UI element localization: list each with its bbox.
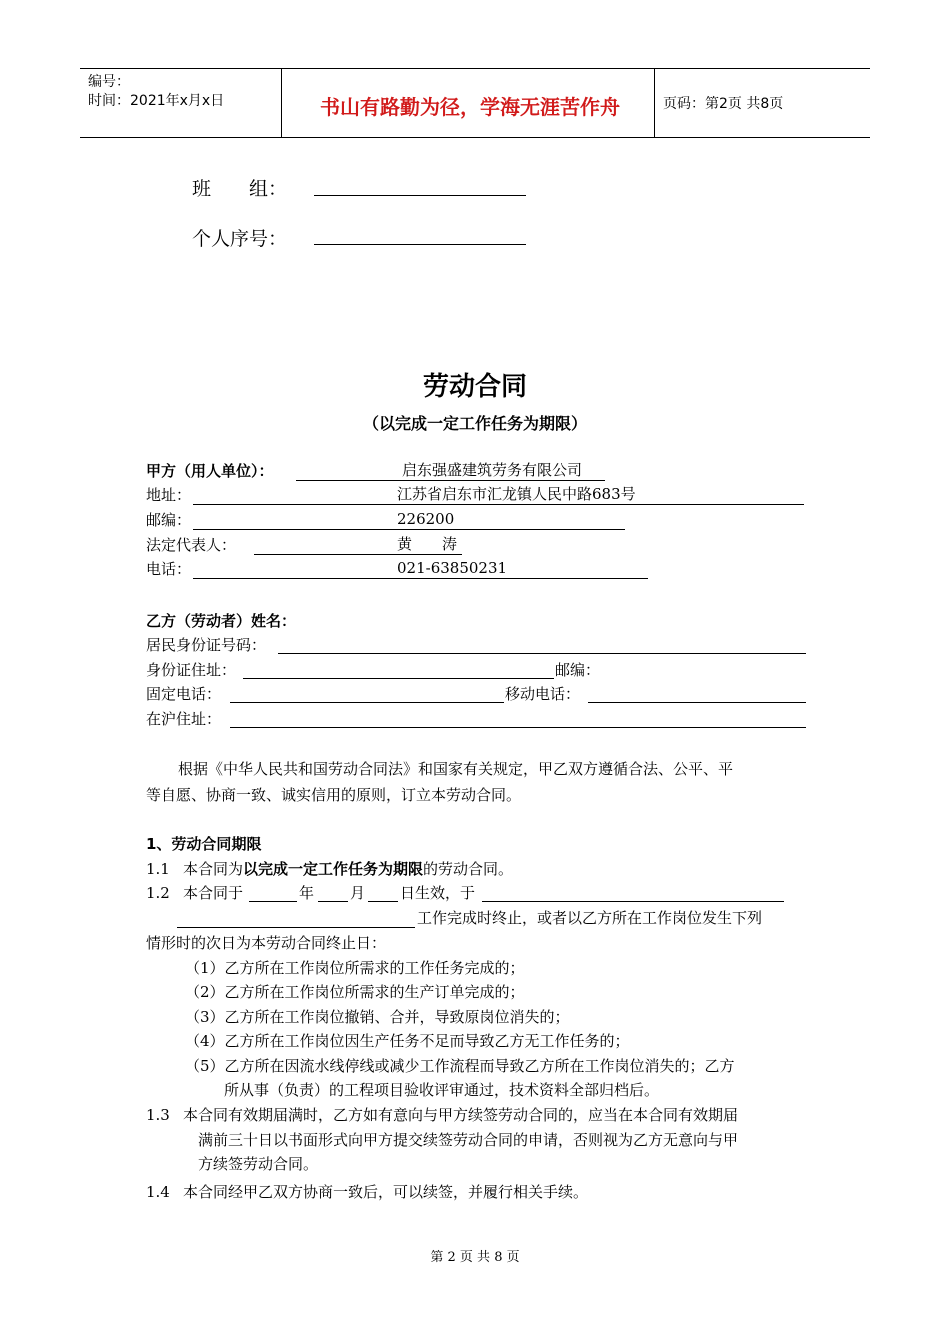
party-a-legal-rep: 黄 涛 [397, 535, 458, 553]
end-condition-blank[interactable] [482, 901, 784, 902]
party-a-phone: 021-63850231 [397, 559, 508, 577]
list-item: （3）乙方所在工作岗位撤销、合并，导致原岗位消失的； [185, 1008, 570, 1026]
clause-number: 1.2 [146, 884, 170, 902]
header-number: 编号： [88, 74, 130, 90]
sh-address-blank[interactable] [230, 727, 806, 728]
party-b-label: 乙方（劳动者）姓名： [146, 612, 297, 630]
intro-paragraph: 根据《中华人民共和国劳动合同法》和国家有关规定，甲乙双方遵循合法、公平、平 [178, 760, 734, 778]
header-time: 时间：2021年x月x日 [88, 93, 225, 109]
party-b-postcode-label: 邮编： [555, 661, 601, 679]
id-number-label: 居民身份证号码： [146, 636, 267, 654]
list-item-cont: 所从事（负责）的工程项目验收评审通过，技术资料全部归档后。 [224, 1081, 660, 1099]
postcode-label: 邮编： [146, 511, 192, 529]
intro-paragraph-cont: 等自愿、协商一致、诚实信用的原则，订立本劳动合同。 [146, 786, 522, 804]
year-blank[interactable] [249, 901, 297, 902]
end-condition-blank-cont[interactable] [177, 927, 415, 928]
clause-1-4: 本合同经甲乙双方协商一致后，可以续签，并履行相关手续。 [183, 1183, 589, 1201]
clause-1-2-start: 本合同于 [183, 884, 244, 902]
fixed-phone-blank[interactable] [230, 702, 504, 703]
party-a-label: 甲方（用人单位）： [146, 462, 274, 480]
year-label: 年 [299, 884, 315, 902]
clause-number: 1.1 [146, 860, 170, 878]
section-heading: 1、劳动合同期限 [146, 835, 262, 853]
personal-no-label: 个人序号： [192, 228, 288, 250]
month-label: 月 [350, 884, 366, 902]
party-a-name: 启东强盛建筑劳务有限公司 [402, 461, 583, 479]
header-motto: 书山有路勤为径，学海无涯苦作舟 [320, 95, 620, 119]
personal-no-blank[interactable] [314, 244, 526, 245]
team-blank[interactable] [314, 195, 526, 196]
sh-address-label: 在沪住址： [146, 710, 222, 728]
header-meta [88, 73, 224, 111]
document-title: 劳动合同 [422, 372, 527, 402]
clause-1-3: 本合同有效期届满时，乙方如有意向与甲方续签劳动合同的，应当在本合同有效期届 [183, 1106, 739, 1124]
fixed-phone-label: 固定电话： [146, 685, 222, 703]
address-label: 地址： [146, 486, 192, 504]
page-footer: 第 2 页 共 8 页 [430, 1250, 520, 1265]
mobile-label: 移动电话： [505, 685, 581, 703]
list-item: （4）乙方所在工作岗位因生产任务不足而导致乙方无工作任务的； [185, 1032, 630, 1050]
party-a-address: 江苏省启东市汇龙镇人民中路683号 [397, 485, 636, 503]
clause-1-2-cont: 工作完成时终止，或者以乙方所在工作岗位发生下列 [417, 909, 763, 927]
clause-1-1: 本合同为以完成一定工作任务为期限的劳动合同。 [183, 860, 514, 878]
page-header [80, 68, 870, 138]
month-blank[interactable] [318, 901, 348, 902]
party-a-postcode: 226200 [397, 510, 455, 528]
id-number-blank[interactable] [278, 653, 806, 654]
clause-1-2-end: 情形时的次日为本劳动合同终止日： [146, 934, 387, 952]
list-item: （5）乙方所在因流水线停线或减少工作流程而导致乙方所在工作岗位消失的；乙方 [185, 1057, 735, 1075]
clause-1-3-end: 方续签劳动合同。 [198, 1155, 319, 1173]
team-label: 班 组： [192, 178, 288, 200]
legal-rep-label: 法定代表人： [146, 536, 237, 554]
day-blank[interactable] [368, 901, 398, 902]
id-address-blank[interactable] [243, 678, 554, 679]
clause-number: 1.3 [146, 1106, 170, 1124]
mobile-blank[interactable] [588, 702, 806, 703]
id-address-label: 身份证住址： [146, 661, 237, 679]
header-divider [281, 69, 282, 137]
list-item: （2）乙方所在工作岗位所需求的生产订单完成的； [185, 983, 525, 1001]
clause-number: 1.4 [146, 1183, 170, 1201]
phone-label: 电话： [146, 560, 192, 578]
list-item: （1）乙方所在工作岗位所需求的工作任务完成的； [185, 959, 525, 977]
day-label: 日生效，于 [400, 884, 476, 902]
clause-1-3-cont: 满前三十日以书面形式向甲方提交续签劳动合同的申请，否则视为乙方无意向与甲 [198, 1131, 739, 1149]
document-subtitle: （以完成一定工作任务为期限） [362, 414, 587, 433]
header-divider [654, 69, 655, 137]
header-page-info: 页码：第2页 共8页 [663, 96, 784, 112]
